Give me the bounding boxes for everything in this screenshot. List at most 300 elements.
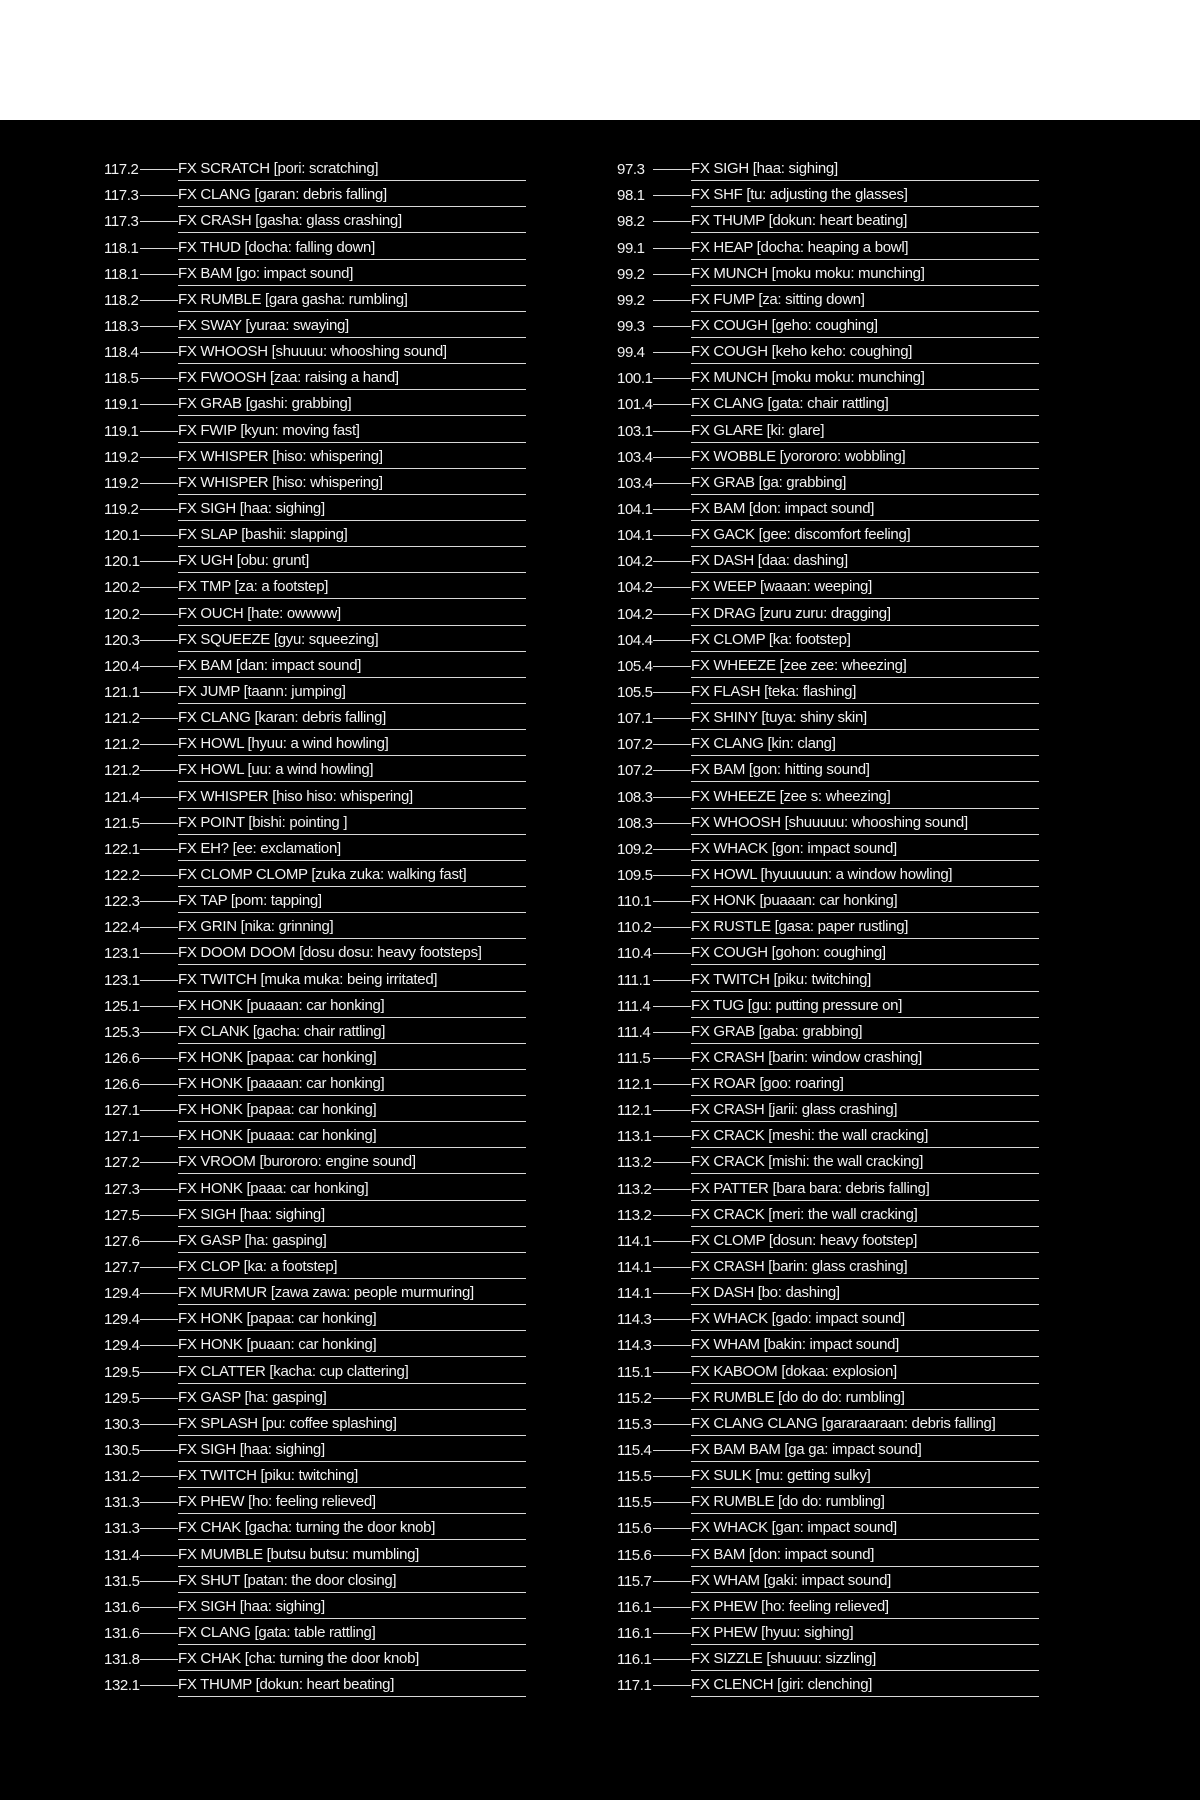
leader-line bbox=[140, 875, 178, 876]
sound-effect-text: FX WHEEZE [zee zee: wheezing] bbox=[691, 658, 1039, 678]
glossary-entry bbox=[104, 913, 534, 939]
glossary-entry bbox=[104, 1018, 534, 1044]
sound-effect-text: FX SHF [tu: adjusting the glasses] bbox=[691, 187, 1039, 207]
glossary-entry bbox=[104, 1331, 534, 1357]
page-panel-ref: 123.1 bbox=[104, 971, 140, 989]
sound-effect-text: FX SIGH [haa: sighing] bbox=[178, 1599, 526, 1619]
sound-effect-text: FX HONK [paaaan: car honking] bbox=[178, 1076, 526, 1096]
sound-effect-text: FX BAM [don: impact sound] bbox=[691, 1547, 1039, 1567]
glossary-entry bbox=[617, 1331, 1047, 1357]
glossary-entry bbox=[104, 1227, 534, 1253]
sound-effect-text: FX SIGH [haa: sighing] bbox=[178, 1207, 526, 1227]
sound-effect-text: FX SHUT [patan: the door closing] bbox=[178, 1573, 526, 1593]
leader-line bbox=[140, 1293, 178, 1294]
glossary-entry bbox=[617, 1540, 1047, 1566]
page-panel-ref: 118.1 bbox=[104, 239, 139, 257]
page-panel-ref: 118.5 bbox=[104, 370, 139, 388]
page-panel-ref: 121.4 bbox=[104, 788, 140, 806]
leader-line bbox=[653, 849, 691, 850]
glossary-entry bbox=[617, 1514, 1047, 1540]
sound-effect-text: FX UGH [obu: grunt] bbox=[178, 553, 526, 573]
glossary-entry bbox=[617, 939, 1047, 965]
glossary-entry bbox=[104, 704, 534, 730]
page-panel-ref: 104.1 bbox=[617, 500, 653, 518]
leader-line bbox=[140, 744, 178, 745]
glossary-entry bbox=[104, 1279, 534, 1305]
glossary-entry bbox=[617, 181, 1047, 207]
sound-effect-text: FX JUMP [taann: jumping] bbox=[178, 684, 526, 704]
glossary-entry bbox=[104, 887, 534, 913]
glossary-entry bbox=[104, 1357, 534, 1383]
leader-line bbox=[653, 1084, 691, 1085]
leader-line bbox=[140, 953, 178, 954]
sound-effect-text: FX HONK [puaaa: car honking] bbox=[178, 1128, 526, 1148]
sound-effect-text: FX CLANG [gata: table rattling] bbox=[178, 1625, 526, 1645]
page-panel-ref: 127.6 bbox=[104, 1232, 140, 1250]
glossary-entry bbox=[104, 599, 534, 625]
sound-effect-text: FX SQUEEZE [gyu: squeezing] bbox=[178, 632, 526, 652]
sound-effect-text: FX BAM [go: impact sound] bbox=[178, 266, 526, 286]
sound-effect-text: FX SIZZLE [shuuuu: sizzling] bbox=[691, 1651, 1039, 1671]
page-panel-ref: 117.1 bbox=[617, 1677, 652, 1695]
sound-effect-text: FX DRAG [zuru zuru: dragging] bbox=[691, 606, 1039, 626]
leader-line bbox=[140, 718, 178, 719]
sound-effect-text: FX FWOOSH [zaa: raising a hand] bbox=[178, 370, 526, 390]
glossary-entry bbox=[104, 469, 534, 495]
leader-line bbox=[653, 797, 691, 798]
page-panel-ref: 115.3 bbox=[617, 1415, 652, 1433]
page-panel-ref: 115.7 bbox=[617, 1572, 652, 1590]
sound-effect-text: FX ROAR [goo: roaring] bbox=[691, 1076, 1039, 1096]
page-panel-ref: 127.1 bbox=[104, 1128, 140, 1146]
page-panel-ref: 114.3 bbox=[617, 1311, 652, 1329]
leader-line bbox=[653, 823, 691, 824]
sound-effect-text: FX WHACK [gan: impact sound] bbox=[691, 1520, 1039, 1540]
glossary-entry bbox=[104, 312, 534, 338]
page-panel-ref: 115.5 bbox=[617, 1468, 652, 1486]
sound-effect-text: FX SCRATCH [pori: scratching] bbox=[178, 161, 526, 181]
sound-effect-text: FX SHINY [tuya: shiny skin] bbox=[691, 710, 1039, 730]
sound-effect-text: FX SIGH [haa: sighing] bbox=[178, 1442, 526, 1462]
page-panel-ref: 100.1 bbox=[617, 370, 653, 388]
glossary-entry bbox=[617, 1410, 1047, 1436]
leader-line bbox=[140, 509, 178, 510]
sound-effect-text: FX CLOMP [ka: footstep] bbox=[691, 632, 1039, 652]
sound-effect-text: FX PHEW [ho: feeling relieved] bbox=[691, 1599, 1039, 1619]
page-panel-ref: 114.1 bbox=[617, 1232, 652, 1250]
leader-line bbox=[140, 640, 178, 641]
leader-line bbox=[140, 1685, 178, 1686]
page-panel-ref: 125.3 bbox=[104, 1023, 140, 1041]
leader-line bbox=[653, 901, 691, 902]
page-panel-ref: 111.4 bbox=[617, 1023, 651, 1041]
leader-line bbox=[653, 1398, 691, 1399]
sound-effect-text: FX CRASH [jarii: glass crashing] bbox=[691, 1102, 1039, 1122]
sound-effect-text: FX BAM [gon: hitting sound] bbox=[691, 762, 1039, 782]
sound-effect-text: FX HONK [papaa: car honking] bbox=[178, 1102, 526, 1122]
glossary-entry bbox=[104, 1410, 534, 1436]
sound-effect-text: FX SWAY [yuraa: swaying] bbox=[178, 318, 526, 338]
page-panel-ref: 120.1 bbox=[104, 553, 140, 571]
glossary-entry bbox=[617, 1567, 1047, 1593]
glossary-entry bbox=[104, 939, 534, 965]
leader-line bbox=[653, 1006, 691, 1007]
page-panel-ref: 120.2 bbox=[104, 605, 140, 623]
glossary-entry bbox=[617, 1096, 1047, 1122]
sound-effect-text: FX BAM [don: impact sound] bbox=[691, 501, 1039, 521]
leader-line bbox=[140, 692, 178, 693]
leader-line bbox=[140, 1607, 178, 1608]
glossary-entry bbox=[617, 965, 1047, 991]
glossary-entry bbox=[617, 1645, 1047, 1671]
glossary-entry bbox=[617, 1018, 1047, 1044]
sound-effect-text: FX MUNCH [moku moku: munching] bbox=[691, 370, 1039, 390]
page-panel-ref: 99.3 bbox=[617, 317, 645, 335]
leader-line bbox=[653, 1162, 691, 1163]
glossary-entry bbox=[617, 469, 1047, 495]
page-panel-ref: 131.5 bbox=[104, 1572, 140, 1590]
glossary-entry bbox=[617, 1384, 1047, 1410]
glossary-entry bbox=[104, 1305, 534, 1331]
glossary-entry bbox=[617, 1671, 1047, 1697]
sound-effect-text: FX HONK [puaaan: car honking] bbox=[178, 998, 526, 1018]
page-panel-ref: 98.2 bbox=[617, 213, 645, 231]
glossary-entry bbox=[104, 1619, 534, 1645]
sound-effect-text: FX TWITCH [muka muka: being irritated] bbox=[178, 972, 526, 992]
page-panel-ref: 119.2 bbox=[104, 500, 139, 518]
glossary-entry bbox=[104, 1044, 534, 1070]
page-panel-ref: 109.2 bbox=[617, 840, 653, 858]
leader-line bbox=[653, 326, 691, 327]
leader-line bbox=[653, 300, 691, 301]
glossary-entry bbox=[104, 835, 534, 861]
leader-line bbox=[140, 195, 178, 196]
page-panel-ref: 112.1 bbox=[617, 1102, 652, 1120]
sound-effect-text: FX WHISPER [hiso: whispering] bbox=[178, 475, 526, 495]
leader-line bbox=[653, 1476, 691, 1477]
leader-line bbox=[653, 1058, 691, 1059]
glossary-entry bbox=[617, 233, 1047, 259]
sound-effect-text: FX PHEW [hyuu: sighing] bbox=[691, 1625, 1039, 1645]
page-panel-ref: 121.1 bbox=[104, 683, 140, 701]
sound-effect-text: FX SIGH [haa: sighing] bbox=[691, 161, 1039, 181]
glossary-entry bbox=[104, 1096, 534, 1122]
sound-effect-text: FX GASP [ha: gasping] bbox=[178, 1390, 526, 1410]
leader-line bbox=[140, 587, 178, 588]
leader-line bbox=[653, 587, 691, 588]
page-panel-ref: 127.2 bbox=[104, 1154, 140, 1172]
leader-line bbox=[140, 221, 178, 222]
page-panel-ref: 104.2 bbox=[617, 605, 653, 623]
sound-effect-text: FX RUSTLE [gasa: paper rustling] bbox=[691, 919, 1039, 939]
page-panel-ref: 127.1 bbox=[104, 1102, 140, 1120]
glossary-entry bbox=[617, 1619, 1047, 1645]
page-panel-ref: 118.4 bbox=[104, 344, 139, 362]
leader-line bbox=[653, 770, 691, 771]
glossary-entry bbox=[617, 1357, 1047, 1383]
leader-line bbox=[653, 1293, 691, 1294]
leader-line bbox=[653, 352, 691, 353]
sound-effect-text: FX SLAP [bashii: slapping] bbox=[178, 527, 526, 547]
glossary-entry bbox=[617, 1174, 1047, 1200]
leader-line bbox=[653, 718, 691, 719]
page-panel-ref: 129.4 bbox=[104, 1285, 140, 1303]
leader-line bbox=[653, 666, 691, 667]
glossary-entry bbox=[617, 1227, 1047, 1253]
leader-line bbox=[140, 1084, 178, 1085]
sound-effect-text: FX GRAB [ga: grabbing] bbox=[691, 475, 1039, 495]
page-panel-ref: 119.1 bbox=[104, 396, 139, 414]
glossary-entry bbox=[617, 782, 1047, 808]
page-panel-ref: 111.5 bbox=[617, 1049, 651, 1067]
page-panel-ref: 129.5 bbox=[104, 1389, 140, 1407]
sound-effect-text: FX COUGH [gohon: coughing] bbox=[691, 945, 1039, 965]
sound-effect-text: FX THUMP [dokun: heart beating] bbox=[691, 213, 1039, 233]
leader-line bbox=[653, 744, 691, 745]
sound-effect-text: FX TMP [za: a footstep] bbox=[178, 579, 526, 599]
page-panel-ref: 113.2 bbox=[617, 1154, 652, 1172]
leader-line bbox=[140, 1528, 178, 1529]
glossary-entry bbox=[617, 1070, 1047, 1096]
page-panel-ref: 108.3 bbox=[617, 788, 653, 806]
page-panel-ref: 121.2 bbox=[104, 762, 140, 780]
page-panel-ref: 113.2 bbox=[617, 1180, 652, 1198]
leader-line bbox=[140, 1659, 178, 1660]
page-panel-ref: 118.2 bbox=[104, 291, 139, 309]
glossary-entry bbox=[104, 155, 534, 181]
leader-line bbox=[140, 169, 178, 170]
page-panel-ref: 121.5 bbox=[104, 814, 140, 832]
glossary-entry bbox=[104, 1436, 534, 1462]
glossary-entry bbox=[617, 861, 1047, 887]
page-panel-ref: 99.2 bbox=[617, 265, 645, 283]
leader-line bbox=[653, 927, 691, 928]
glossary-entry bbox=[617, 704, 1047, 730]
glossary-entry bbox=[104, 1253, 534, 1279]
leader-line bbox=[653, 457, 691, 458]
page-panel-ref: 120.1 bbox=[104, 527, 140, 545]
page-panel-ref: 129.4 bbox=[104, 1311, 140, 1329]
glossary-entry bbox=[617, 652, 1047, 678]
page-panel-ref: 98.1 bbox=[617, 187, 645, 205]
glossary-entry bbox=[104, 861, 534, 887]
sound-effect-text: FX OUCH [hate: owwww] bbox=[178, 606, 526, 626]
glossary-entry bbox=[617, 443, 1047, 469]
sound-effect-text: FX VROOM [burororo: engine sound] bbox=[178, 1154, 526, 1174]
sound-effect-text: FX GRAB [gashi: grabbing] bbox=[178, 396, 526, 416]
glossary-entry bbox=[617, 416, 1047, 442]
page-panel-ref: 105.5 bbox=[617, 683, 653, 701]
leader-line bbox=[653, 1502, 691, 1503]
glossary-entry bbox=[617, 207, 1047, 233]
page-panel-ref: 121.2 bbox=[104, 710, 140, 728]
page-panel-ref: 115.2 bbox=[617, 1389, 652, 1407]
sound-effect-text: FX TAP [pom: tapping] bbox=[178, 893, 526, 913]
glossary-entry bbox=[617, 1044, 1047, 1070]
sound-effect-text: FX RUMBLE [gara gasha: rumbling] bbox=[178, 292, 526, 312]
sound-effect-text: FX CLANG [karan: debris falling] bbox=[178, 710, 526, 730]
glossary-entry bbox=[617, 338, 1047, 364]
leader-line bbox=[140, 274, 178, 275]
page-panel-ref: 111.4 bbox=[617, 997, 651, 1015]
leader-line bbox=[140, 1345, 178, 1346]
glossary-entry bbox=[617, 286, 1047, 312]
sound-effect-text: FX COUGH [geho: coughing] bbox=[691, 318, 1039, 338]
page-panel-ref: 131.3 bbox=[104, 1494, 140, 1512]
sound-effect-text: FX CLANG [garan: debris falling] bbox=[178, 187, 526, 207]
sound-effect-text: FX KABOOM [dokaa: explosion] bbox=[691, 1364, 1039, 1384]
page-panel-ref: 122.2 bbox=[104, 866, 140, 884]
glossary-entry bbox=[104, 1540, 534, 1566]
glossary-entry bbox=[104, 495, 534, 521]
leader-line bbox=[653, 169, 691, 170]
glossary-entry bbox=[617, 1253, 1047, 1279]
glossary-entry bbox=[104, 1671, 534, 1697]
leader-line bbox=[653, 1372, 691, 1373]
leader-line bbox=[653, 1110, 691, 1111]
sound-effect-text: FX FLASH [teka: flashing] bbox=[691, 684, 1039, 704]
glossary-entry bbox=[104, 678, 534, 704]
sound-effect-text: FX HOWL [hyuu: a wind howling] bbox=[178, 736, 526, 756]
glossary-entry bbox=[617, 1462, 1047, 1488]
sound-effect-text: FX GACK [gee: discomfort feeling] bbox=[691, 527, 1039, 547]
leader-line bbox=[140, 1162, 178, 1163]
glossary-entry bbox=[104, 1148, 534, 1174]
leader-line bbox=[140, 1398, 178, 1399]
leader-line bbox=[653, 1607, 691, 1608]
glossary-entry bbox=[104, 573, 534, 599]
leader-line bbox=[653, 953, 691, 954]
glossary-entry bbox=[104, 1201, 534, 1227]
page-panel-ref: 127.5 bbox=[104, 1206, 140, 1224]
glossary-entry bbox=[617, 1148, 1047, 1174]
sound-effect-text: FX WHAM [gaki: impact sound] bbox=[691, 1573, 1039, 1593]
sound-effect-text: FX WHACK [gado: impact sound] bbox=[691, 1311, 1039, 1331]
leader-line bbox=[653, 640, 691, 641]
top-margin bbox=[0, 0, 1200, 120]
glossary-entry bbox=[104, 338, 534, 364]
glossary-entry bbox=[104, 1488, 534, 1514]
leader-line bbox=[653, 1581, 691, 1582]
leader-line bbox=[140, 1581, 178, 1582]
leader-line bbox=[653, 1136, 691, 1137]
page-panel-ref: 104.4 bbox=[617, 631, 653, 649]
page-panel-ref: 99.1 bbox=[617, 239, 645, 257]
page-panel-ref: 114.1 bbox=[617, 1285, 652, 1303]
glossary-entry bbox=[104, 521, 534, 547]
sound-effect-text: FX GRAB [gaba: grabbing] bbox=[691, 1024, 1039, 1044]
page-panel-ref: 116.1 bbox=[617, 1625, 652, 1643]
glossary-entry bbox=[104, 626, 534, 652]
leader-line bbox=[140, 535, 178, 536]
leader-line bbox=[140, 1241, 178, 1242]
page-panel-ref: 112.1 bbox=[617, 1076, 652, 1094]
sound-effect-text: FX POINT [bishi: pointing ] bbox=[178, 815, 526, 835]
page-panel-ref: 130.5 bbox=[104, 1442, 140, 1460]
sound-effect-text: FX PATTER [bara bara: debris falling] bbox=[691, 1181, 1039, 1201]
leader-line bbox=[653, 378, 691, 379]
leader-line bbox=[140, 1267, 178, 1268]
glossary-entry bbox=[617, 547, 1047, 573]
page-panel-ref: 120.3 bbox=[104, 631, 140, 649]
page-panel-ref: 115.5 bbox=[617, 1494, 652, 1512]
sound-effect-text: FX CRASH [barin: window crashing] bbox=[691, 1050, 1039, 1070]
sound-effect-text: FX DOOM DOOM [dosu dosu: heavy footsteps] bbox=[178, 945, 526, 965]
page-panel-ref: 127.7 bbox=[104, 1259, 140, 1277]
sound-effect-text: FX WHACK [gon: impact sound] bbox=[691, 841, 1039, 861]
glossary-entry bbox=[104, 233, 534, 259]
glossary-entry bbox=[104, 1514, 534, 1540]
leader-line bbox=[140, 1058, 178, 1059]
page-panel-ref: 130.3 bbox=[104, 1415, 140, 1433]
leader-line bbox=[140, 823, 178, 824]
glossary-entry bbox=[617, 626, 1047, 652]
glossary-entry bbox=[617, 1201, 1047, 1227]
sound-effect-text: FX WHOOSH [shuuuu: whooshing sound] bbox=[178, 344, 526, 364]
page-panel-ref: 110.1 bbox=[617, 893, 652, 911]
glossary-entry bbox=[617, 1122, 1047, 1148]
sound-effect-text: FX COUGH [keho keho: coughing] bbox=[691, 344, 1039, 364]
sound-effect-text: FX CRACK [meshi: the wall cracking] bbox=[691, 1128, 1039, 1148]
leader-line bbox=[140, 1006, 178, 1007]
sound-effect-text: FX HONK [papaa: car honking] bbox=[178, 1050, 526, 1070]
sound-effect-text: FX GLARE [ki: glare] bbox=[691, 423, 1039, 443]
sound-effect-text: FX WOBBLE [yorororo: wobbling] bbox=[691, 449, 1039, 469]
leader-line bbox=[140, 770, 178, 771]
sound-effect-text: FX CHAK [gacha: turning the door knob] bbox=[178, 1520, 526, 1540]
glossary-entry bbox=[104, 260, 534, 286]
glossary-entry bbox=[104, 1174, 534, 1200]
glossary-entry bbox=[617, 1488, 1047, 1514]
leader-line bbox=[653, 980, 691, 981]
sound-effect-text: FX WEEP [waaan: weeping] bbox=[691, 579, 1039, 599]
sound-effect-text: FX THUMP [dokun: heart beating] bbox=[178, 1677, 526, 1697]
sound-effect-text: FX WHISPER [hiso hiso: whispering] bbox=[178, 789, 526, 809]
glossary-entry bbox=[617, 155, 1047, 181]
page-panel-ref: 103.4 bbox=[617, 448, 653, 466]
leader-line bbox=[653, 1032, 691, 1033]
page-panel-ref: 107.2 bbox=[617, 762, 653, 780]
page-panel-ref: 104.1 bbox=[617, 527, 653, 545]
glossary-column-right bbox=[617, 155, 1047, 1697]
page-panel-ref: 97.3 bbox=[617, 161, 645, 179]
glossary-entry bbox=[104, 416, 534, 442]
sound-effect-text: FX RUMBLE [do do: rumbling] bbox=[691, 1494, 1039, 1514]
leader-line bbox=[140, 404, 178, 405]
leader-line bbox=[140, 1215, 178, 1216]
leader-line bbox=[653, 483, 691, 484]
leader-line bbox=[140, 1319, 178, 1320]
sound-effect-text: FX CLANG [kin: clang] bbox=[691, 736, 1039, 756]
page-panel-ref: 113.2 bbox=[617, 1206, 652, 1224]
sound-effect-text: FX HONK [paaa: car honking] bbox=[178, 1181, 526, 1201]
page-panel-ref: 120.4 bbox=[104, 657, 140, 675]
glossary-entry bbox=[104, 1645, 534, 1671]
sound-effect-text: FX DASH [bo: dashing] bbox=[691, 1285, 1039, 1305]
leader-line bbox=[140, 352, 178, 353]
sound-effect-text: FX TWITCH [piku: twitching] bbox=[178, 1468, 526, 1488]
glossary-entry bbox=[104, 1384, 534, 1410]
page-panel-ref: 101.4 bbox=[617, 396, 653, 414]
leader-line bbox=[653, 1528, 691, 1529]
leader-line bbox=[140, 849, 178, 850]
page-panel-ref: 115.6 bbox=[617, 1520, 652, 1538]
leader-line bbox=[653, 1241, 691, 1242]
page-panel-ref: 103.1 bbox=[617, 422, 653, 440]
sound-effect-text: FX THUD [docha: falling down] bbox=[178, 240, 526, 260]
leader-line bbox=[653, 404, 691, 405]
sound-effect-text: FX CLOP [ka: a footstep] bbox=[178, 1259, 526, 1279]
